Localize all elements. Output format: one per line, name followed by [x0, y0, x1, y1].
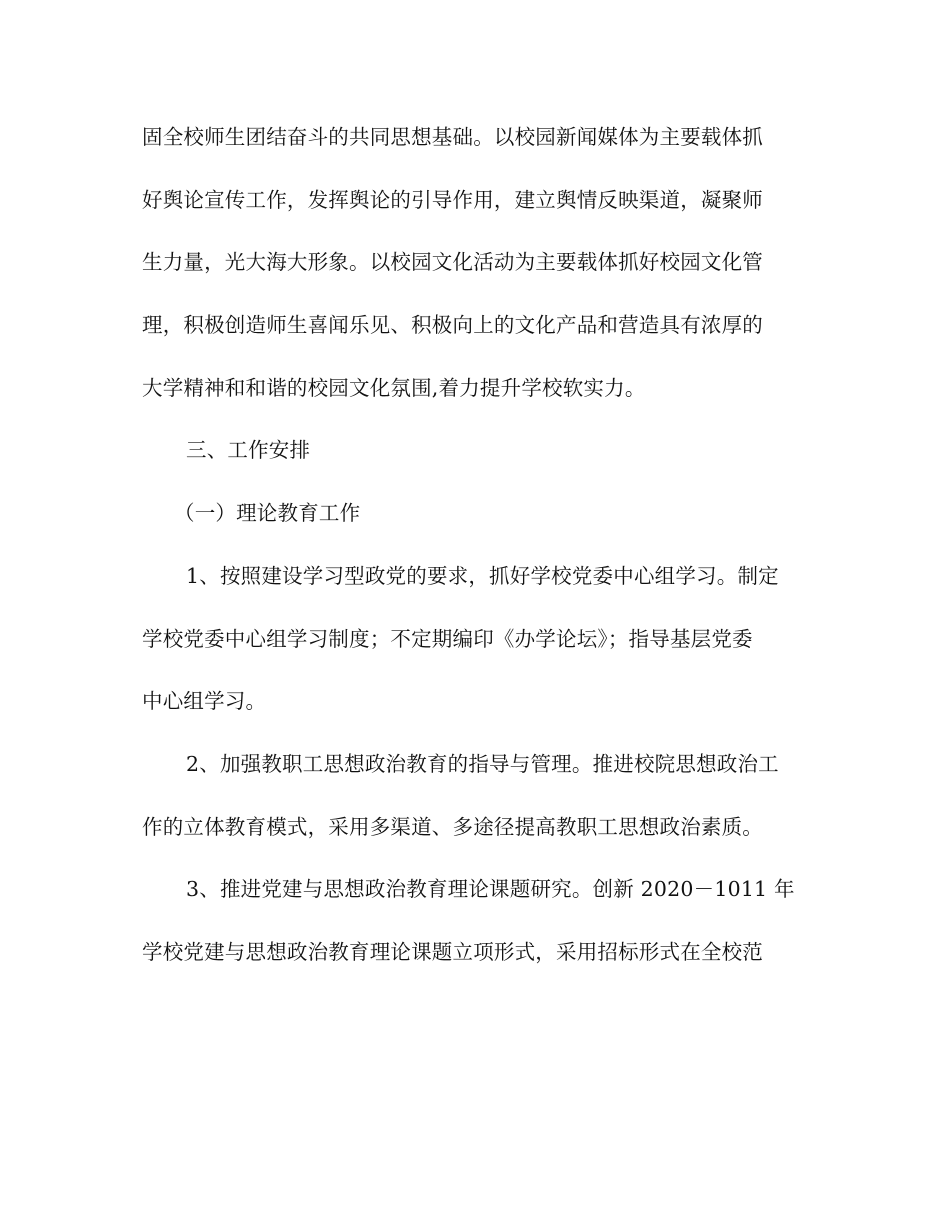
paragraph-line: 固全校师生团结奋斗的共同思想基础。以校园新闻媒体为主要载体抓: [142, 125, 763, 149]
paragraph-line: 1、按照建设学习型政党的要求，抓好学校党委中心组学习。制定: [186, 563, 779, 588]
section-heading: 三、工作安排: [186, 438, 311, 463]
paragraph-line: 生力量，光大海大形象。以校园文化活动为主要载体抓好校园文化管: [142, 250, 763, 275]
paragraph-line: 大学精神和和谐的校园文化氛围,着力提升学校软实力。: [142, 375, 646, 400]
paragraph-line: 好舆论宣传工作，发挥舆论的引导作用，建立舆情反映渠道，凝聚师: [142, 187, 763, 212]
paragraph-line: 中心组学习。: [142, 689, 267, 714]
document-body: [142, 112, 812, 990]
paragraph-line: 作的立体教育模式，采用多渠道、多途径提高教职工思想政治素质。: [142, 814, 763, 839]
paragraph-line: 理，积极创造师生喜闻乐见、积极向上的文化产品和营造具有浓厚的: [142, 313, 763, 338]
subsection-heading: （一）理论教育工作: [174, 501, 361, 526]
paragraph-line: 2、加强教职工思想政治教育的指导与管理。推进校院思想政治工: [186, 751, 779, 776]
paragraph-line: 学校党委中心组学习制度；不定期编印《办学论坛》；指导基层党委: [142, 626, 753, 651]
paragraph-line: 3、推进党建与思想政治教育理论课题研究。创新 2020－1011 年: [186, 877, 795, 902]
paragraph-line: 学校党建与思想政治教育理论课题立项形式，采用招标形式在全校范: [142, 939, 763, 964]
